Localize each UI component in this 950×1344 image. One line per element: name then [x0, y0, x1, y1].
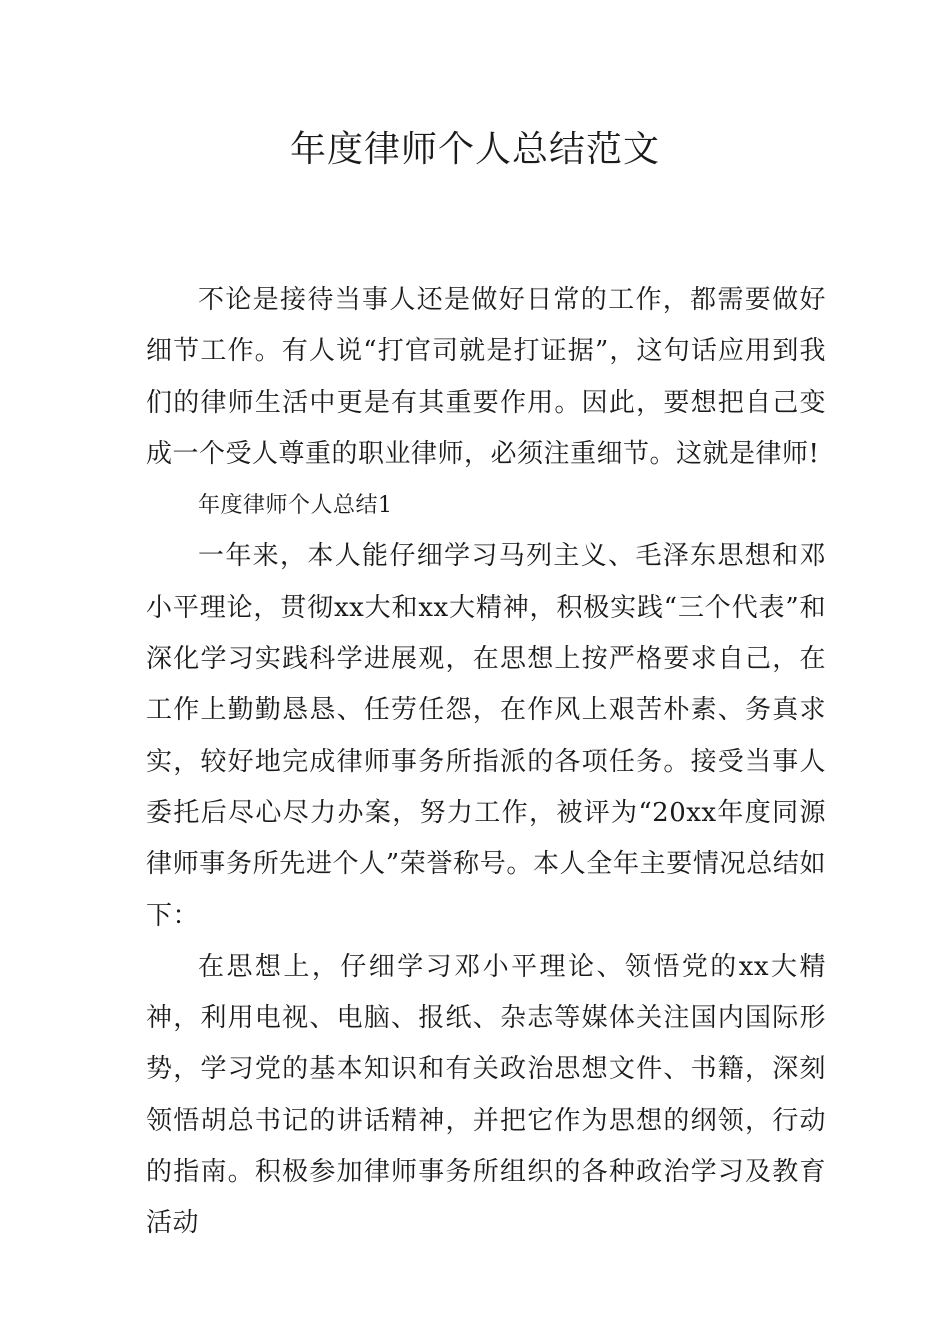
document-body	[146, 275, 826, 1250]
section-heading: 年度律师个人总结1	[198, 493, 393, 519]
summary-paragraph-1: 一年来，本人能仔细学习马列主义、毛泽东思想和邓小平理论，贯彻xx大和xx大精神，积极实践“三个代表”和深化学习实践科学进展观，在思想上按严格要求自己，在工作上勤勤恳恳、任劳任怨，在作风上艰苦朴素、务真求实，较好地完成律师事务所指派的各项任务。接受当事人委托后尽心尽力办案，努力工作，被评为“20xx年度同源律师事务所先进个人”荣誉称号。本人全年主要情况总结如下：	[146, 541, 826, 931]
summary-paragraph-2: 在思想上，仔细学习邓小平理论、领悟党的xx大精神，利用电视、电脑、报纸、杂志等媒体关注国内国际形势，学习党的基本知识和有关政治思想文件、书籍，深刻领悟胡总书记的讲话精神，并把它作为思想的纲领，行动的指南。积极参加律师事务所组织的各种政治学习及教育活动	[146, 951, 826, 1239]
intro-paragraph: 不论是接待当事人还是做好日常的工作，都需要做好细节工作。有人说“打官司就是打证据”，这句话应用到我们的律师生活中更是有其重要作用。因此，要想把自己变成一个受人尊重的职业律师，必须注重细节。这就是律师!	[146, 285, 826, 469]
document-title: 年度律师个人总结范文	[289, 129, 660, 170]
